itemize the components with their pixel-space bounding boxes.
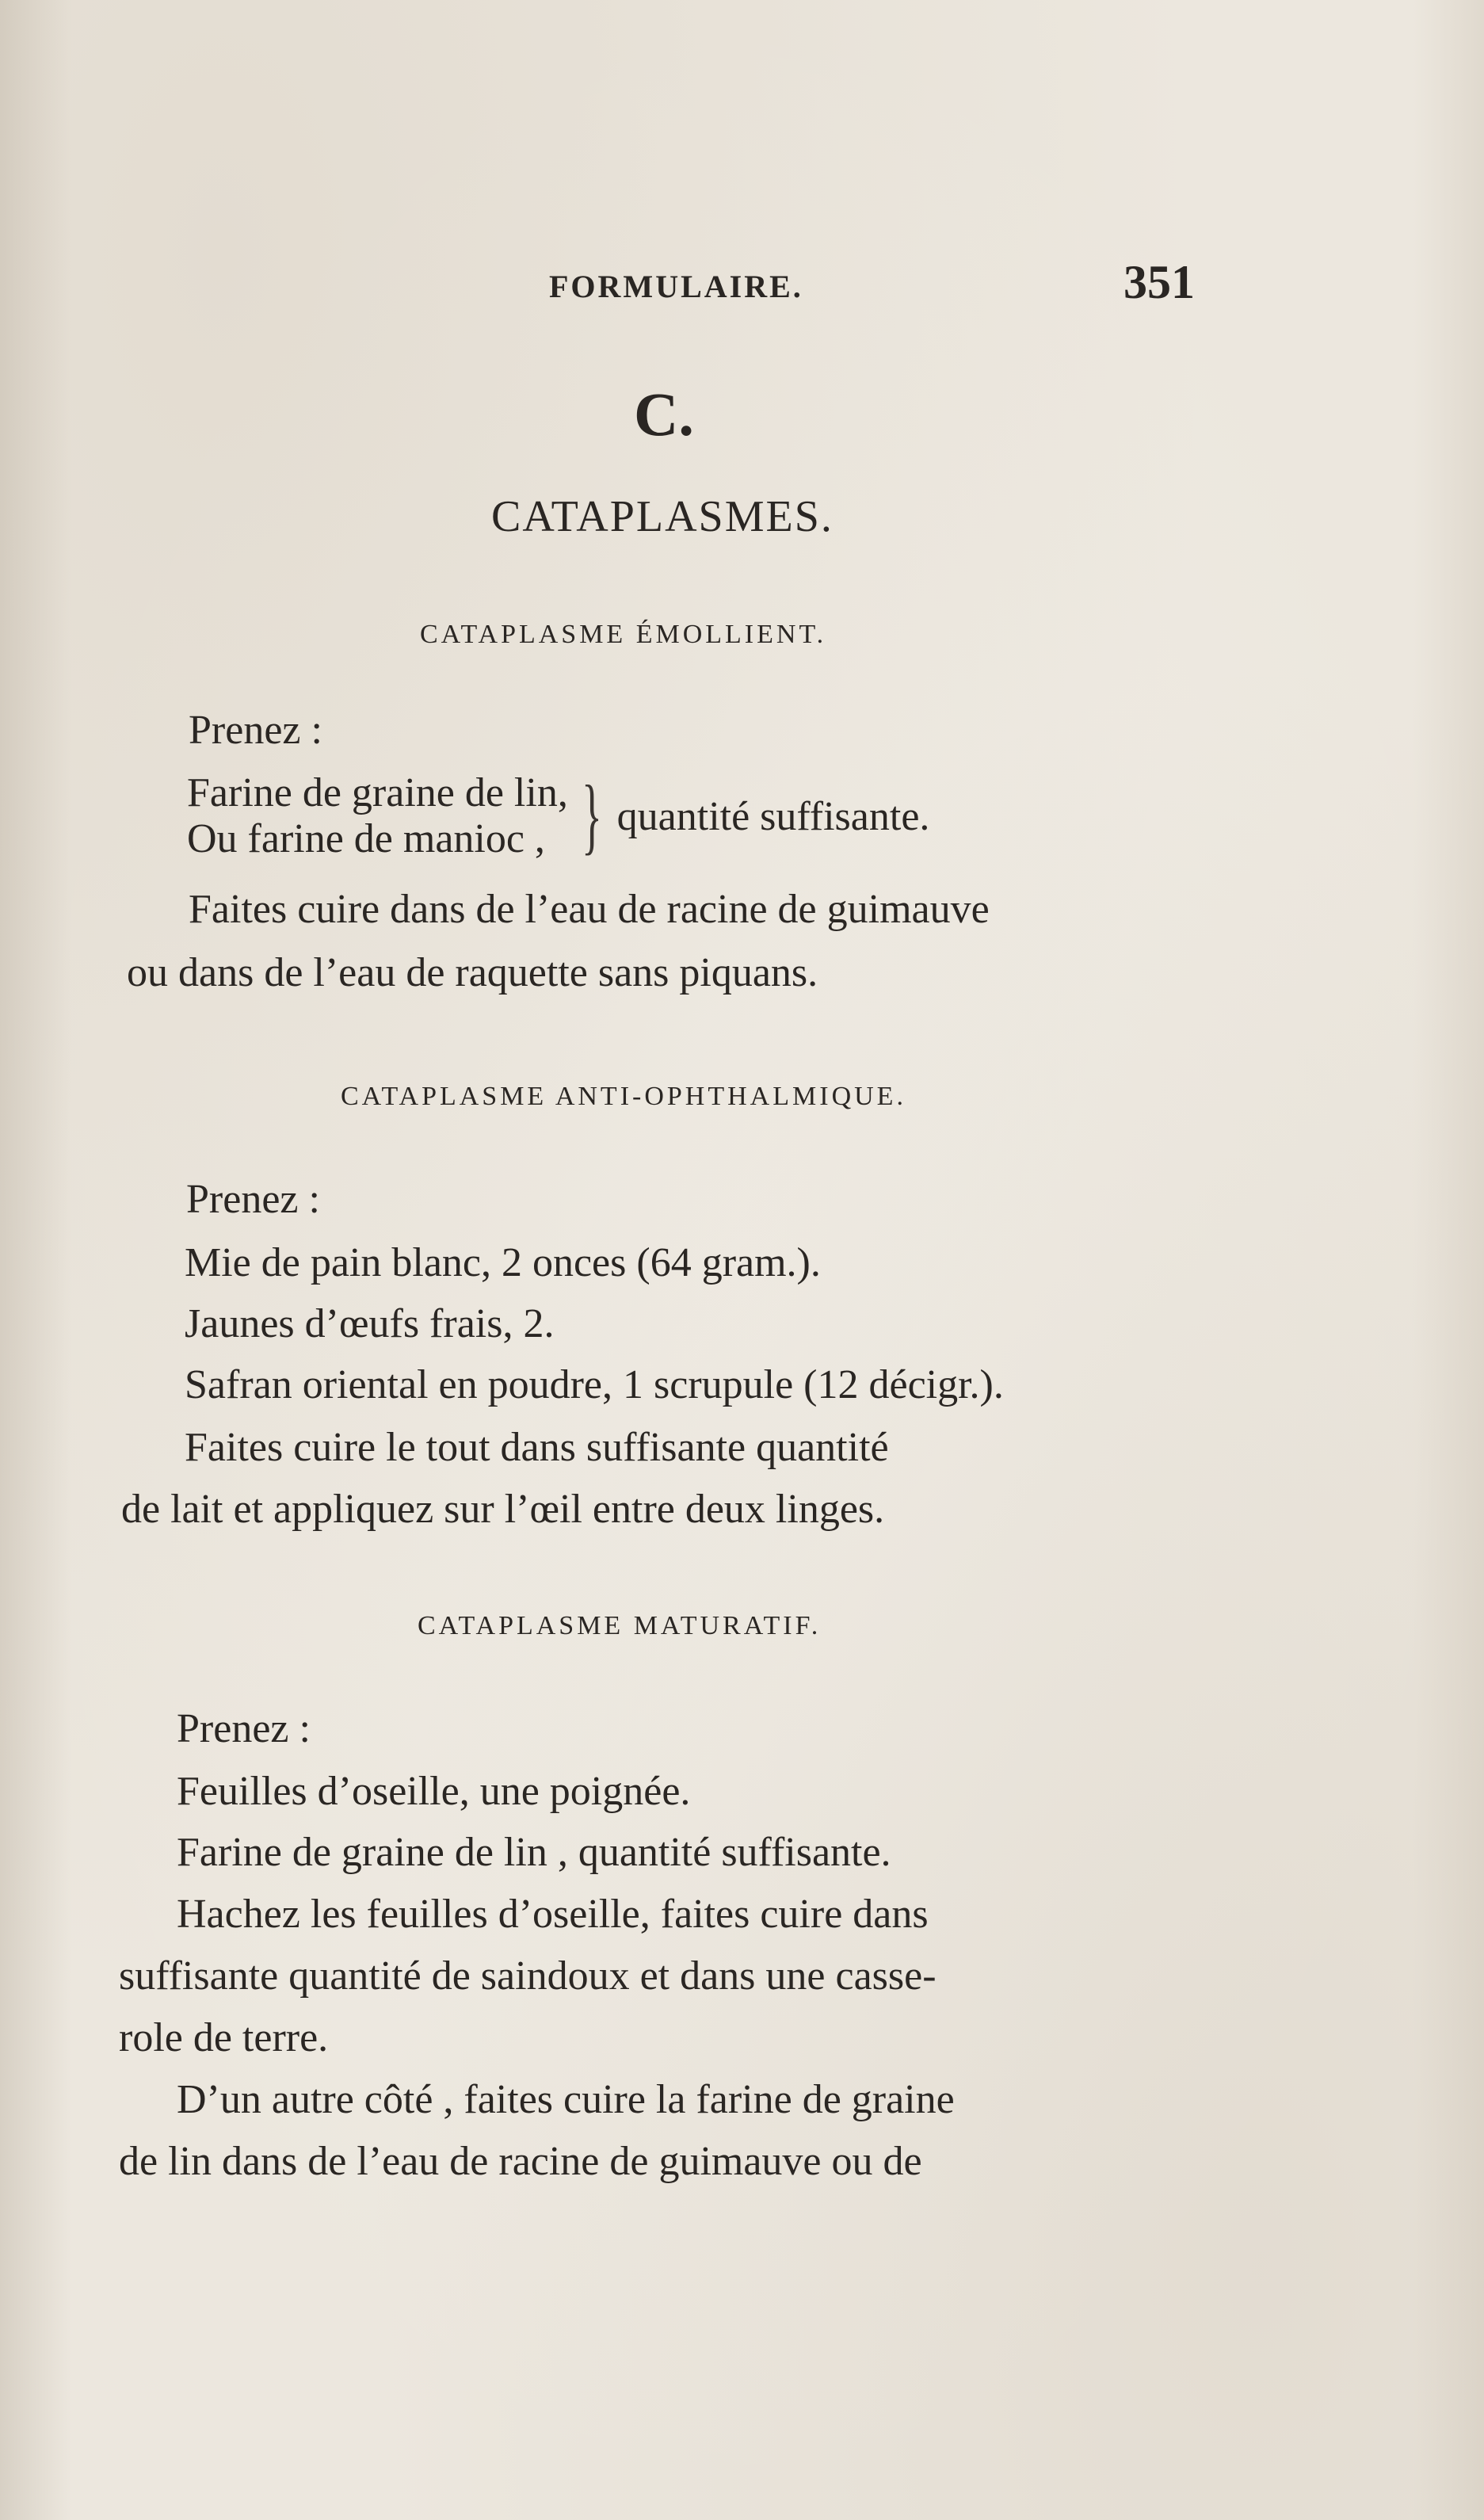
ingredient-line: Ou farine de manioc , [187, 816, 545, 861]
page-number: 351 [1123, 256, 1195, 308]
paragraph-line: suffisante quantité de saindoux et dans une casse- [119, 1953, 937, 1999]
ingredient-line: Mie de pain blanc, 2 onces (64 gram.). [185, 1240, 821, 1285]
paragraph-line: Faites cuire dans de l’eau de racine de guimauve [189, 887, 990, 932]
paragraph-line: Faites cuire le tout dans suffisante quantité [185, 1425, 889, 1470]
ingredient-line: Feuilles d’oseille, une poignée. [177, 1769, 691, 1814]
page-shadow-right [1413, 0, 1484, 2520]
ingredient-line: Safran oriental en poudre, 1 scrupule (12 décigr.). [185, 1362, 1004, 1407]
paragraph-line: ou dans de l’eau de raquette sans piquans. [127, 950, 818, 995]
main-title: CATAPLASMES. [491, 492, 834, 541]
paragraph-line: de lin dans de l’eau de racine de guimauve ou de [119, 2139, 922, 2184]
prenez-label: Prenez : [189, 708, 322, 753]
quantity-label: quantité suffisante. [616, 793, 930, 839]
ingredient-line: Farine de graine de lin, [187, 770, 568, 815]
paragraph-line: D’un autre côté , faites cuire la farine de graine [177, 2077, 955, 2122]
prenez-label: Prenez : [177, 1706, 311, 1751]
brace-icon: } [581, 769, 602, 863]
ingredient-line: Farine de graine de lin , quantité suffisante. [177, 1830, 891, 1875]
ingredient-line: Jaunes d’œufs frais, 2. [185, 1301, 555, 1346]
ingredient-brace-group [187, 770, 929, 862]
heading-emollient: CATAPLASME ÉMOLLIENT. [420, 620, 827, 649]
section-letter: C. [634, 380, 694, 449]
paragraph-line: role de terre. [119, 2015, 329, 2060]
heading-anti-ophthalmique: CATAPLASME ANTI-OPHTHALMIQUE. [341, 1082, 906, 1111]
prenez-label: Prenez : [186, 1177, 320, 1222]
heading-maturatif: CATAPLASME MATURATIF. [418, 1611, 822, 1640]
page-shadow-left [0, 0, 71, 2520]
paragraph-line: de lait et appliquez sur l’œil entre deux linges. [121, 1487, 885, 1532]
running-head: FORMULAIRE. [549, 269, 803, 304]
paragraph-line: Hachez les feuilles d’oseille, faites cuire dans [177, 1892, 929, 1937]
